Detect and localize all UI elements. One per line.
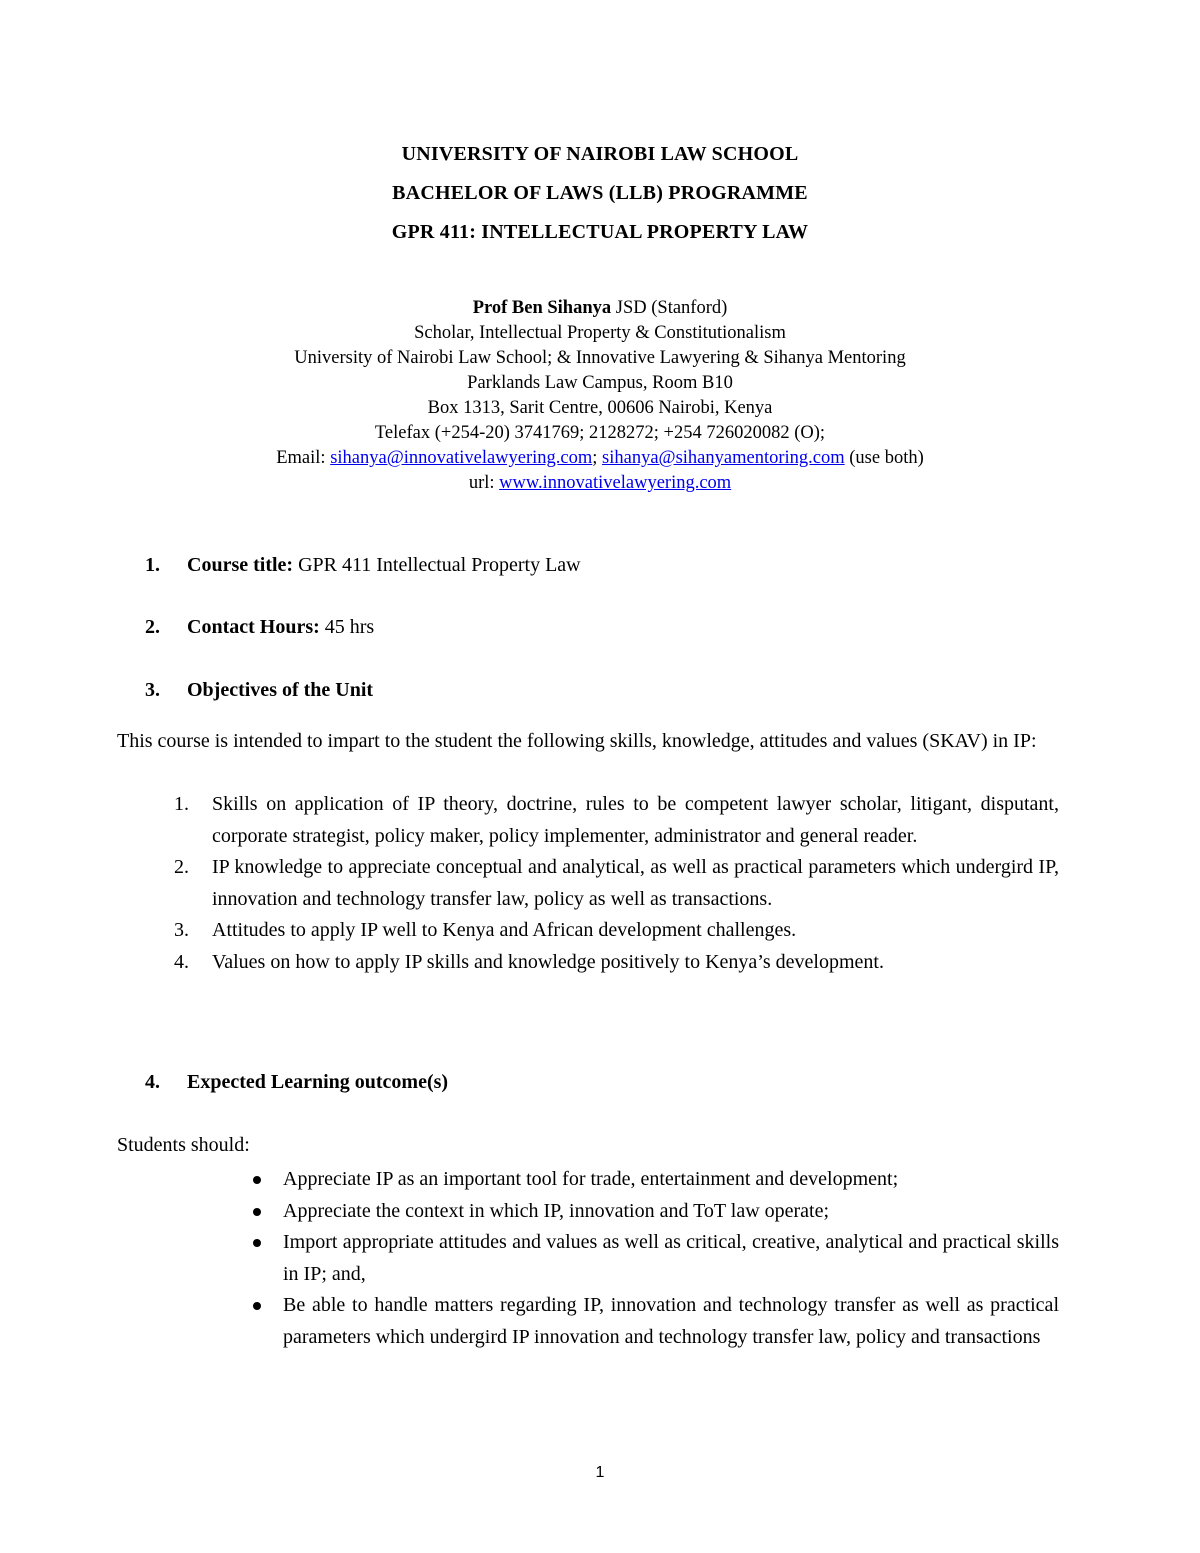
bullet-icon <box>253 1176 261 1184</box>
section-label: Contact Hours: <box>187 616 320 638</box>
list-item-text: Attitudes to apply IP well to Kenya and African development challenges. <box>212 919 797 941</box>
email-line <box>0 446 1200 471</box>
list-marker: 1. <box>174 793 189 815</box>
email-suffix: (use both) <box>844 448 924 468</box>
bullet-icon <box>253 1239 261 1247</box>
author-address: Box 1313, Sarit Centre, 00606 Nairobi, Kenya <box>427 398 773 418</box>
section-number: 1. <box>145 554 160 576</box>
section-label: Objectives of the Unit <box>187 679 374 701</box>
list-item <box>117 789 1059 852</box>
section-number: 2. <box>145 616 160 638</box>
university-title: UNIVERSITY OF NAIROBI LAW SCHOOL <box>401 143 799 165</box>
list-item-text: Be able to handle matters regarding IP, innovation and technology transfer as well as practical parameters which undergird IP innovation and technology transfer law, policy and transactions <box>283 1294 1059 1348</box>
section-value: GPR 411 Intellectual Property Law <box>293 554 581 576</box>
list-item <box>117 1227 1059 1290</box>
email-label: Email: <box>276 448 331 468</box>
programme-title: BACHELOR OF LAWS (LLB) PROGRAMME <box>392 182 808 204</box>
section-label: Course title: <box>187 554 294 576</box>
objectives-list <box>117 789 1059 978</box>
section-label: Expected Learning outcome(s) <box>187 1071 449 1093</box>
section-contact-hours <box>145 616 374 639</box>
list-item-text: Skills on application of IP theory, doctrine, rules to be competent lawyer scholar, litigant, disputant, corporate strategist, policy maker, policy implementer, administrator and general reader. <box>212 793 1059 847</box>
list-item-text: Import appropriate attitudes and values as well as critical, creative, analytical and practical skills in IP; and, <box>283 1231 1059 1285</box>
bullet-icon <box>253 1302 261 1310</box>
author-name: Prof Ben Sihanya <box>472 298 612 318</box>
bullet-icon <box>253 1208 261 1216</box>
author-telefax: Telefax (+254-20) 3741769; 2128272; +254 726020082 (O); <box>374 423 826 443</box>
email-link-2[interactable]: sihanya@sihanyamentoring.com <box>602 448 845 468</box>
list-item-text: Appreciate IP as an important tool for trade, entertainment and development; <box>283 1168 899 1190</box>
author-role: Scholar, Intellectual Property & Constitutionalism <box>414 323 786 343</box>
list-item-text: IP knowledge to appreciate conceptual and analytical, as well as practical parameters which undergird IP, innovation and technology transfer law, policy as well as transactions. <box>212 856 1059 910</box>
objectives-intro: This course is intended to impart to the student the following skills, knowledge, attitudes and values (SKAV) in IP: <box>117 730 1037 752</box>
list-marker: 3. <box>174 919 189 941</box>
list-item <box>117 852 1059 915</box>
list-item <box>117 1290 1059 1353</box>
section-outcomes-heading <box>145 1071 448 1094</box>
email-link-1[interactable]: sihanya@innovativelawyering.com <box>330 448 593 468</box>
list-item <box>117 915 1059 947</box>
outcomes-intro: Students should: <box>117 1134 250 1156</box>
list-item <box>117 947 1059 979</box>
list-item-text: Appreciate the context in which IP, innovation and ToT law operate; <box>283 1199 830 1222</box>
author-campus: Parklands Law Campus, Room B10 <box>467 373 733 393</box>
author-line <box>0 296 1200 321</box>
list-marker: 4. <box>174 950 189 973</box>
list-item <box>117 1196 1059 1228</box>
section-value: 45 hrs <box>319 616 375 638</box>
list-item-text: Values on how to apply IP skills and knowledge positively to Kenya’s development. <box>212 950 884 973</box>
list-marker: 2. <box>174 856 189 878</box>
author-affiliation: University of Nairobi Law School; & Innovative Lawyering & Sihanya Mentoring <box>294 348 906 368</box>
author-degree: JSD (Stanford) <box>611 298 728 318</box>
email-separator: ; <box>592 448 603 468</box>
section-number: 4. <box>145 1071 160 1093</box>
course-title-heading: GPR 411: INTELLECTUAL PROPERTY LAW <box>391 221 809 243</box>
section-objectives-heading <box>145 679 373 702</box>
section-number: 3. <box>145 679 160 701</box>
outcomes-list <box>117 1164 1059 1353</box>
website-link[interactable]: www.innovativelawyering.com <box>499 473 732 493</box>
page-number: 1 <box>595 1464 605 1481</box>
list-item <box>117 1164 1059 1196</box>
url-line <box>0 471 1200 496</box>
url-label: url: <box>468 473 500 493</box>
section-course-title <box>145 554 581 577</box>
